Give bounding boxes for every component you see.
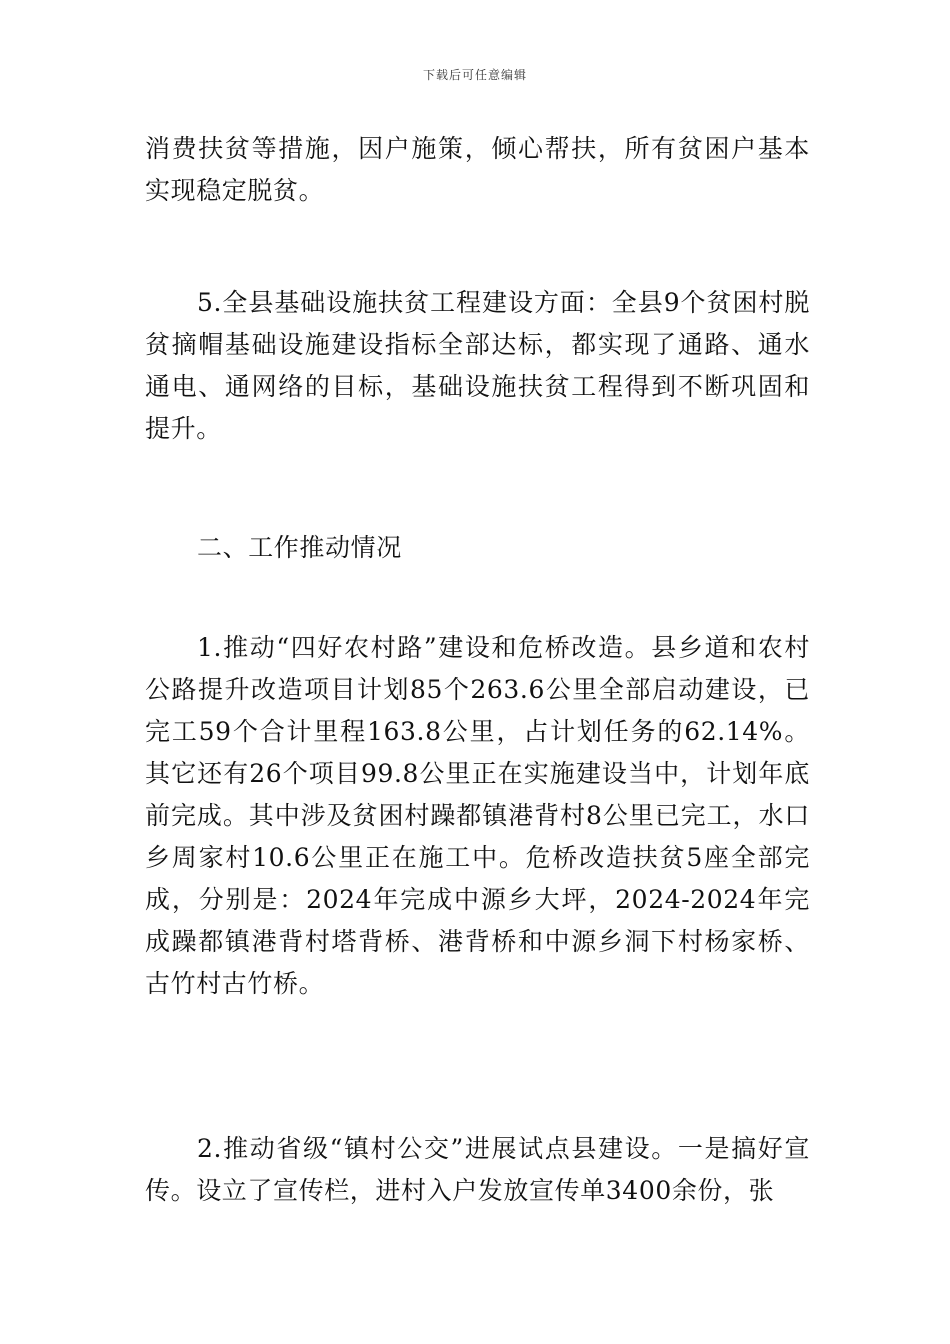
header-note: 下载后可任意编辑 (422, 68, 527, 82)
paragraph-text: 5.全县基础设施扶贫工程建设方面：全县9个贫困村脱贫摘帽基础设施建设指标全部达标，都实现了通路、通水通电、通网络的目标，基础设施扶贫工程得到不断巩固和提升。 (145, 288, 810, 443)
section-heading-text: 二、工作推动情况 (197, 533, 402, 562)
section-heading (145, 527, 810, 569)
paragraph-text: 1.推动“四好农村路”建设和危桥改造。县乡道和农村公路提升改造项目计划85个263.6公里全部启动建设，已完工59个合计里程163.8公里，占计划任务的62.14%。其它还有26个项目99.8公里正在实施建设当中，计划年底前完成。其中涉及贫困村躁都镇港背村8公里已完工，水口乡周家村10.6公里正在施工中。危桥改造扶贫5座全部完成，分别是：2024年完成中源乡大坪，2024-2024年完成躁都镇港背村塔背桥、港背桥和中源乡洞下村杨家桥、古竹村古竹桥。 (145, 633, 810, 998)
paragraph-text: 消费扶贫等措施，因户施策，倾心帮扶，所有贫困户基本实现稳定脱贫。 (145, 134, 810, 205)
paragraph-infrastructure (145, 282, 810, 450)
paragraph-text: 2.推动省级“镇村公交”进展试点县建设。一是搞好宣传。设立了宣传栏，进村入户发放宣传单3400余份，张 (145, 1134, 810, 1205)
paragraph-rural-roads (145, 627, 810, 1005)
paragraph-continuation (145, 128, 810, 212)
paragraph-village-bus (145, 1128, 810, 1212)
